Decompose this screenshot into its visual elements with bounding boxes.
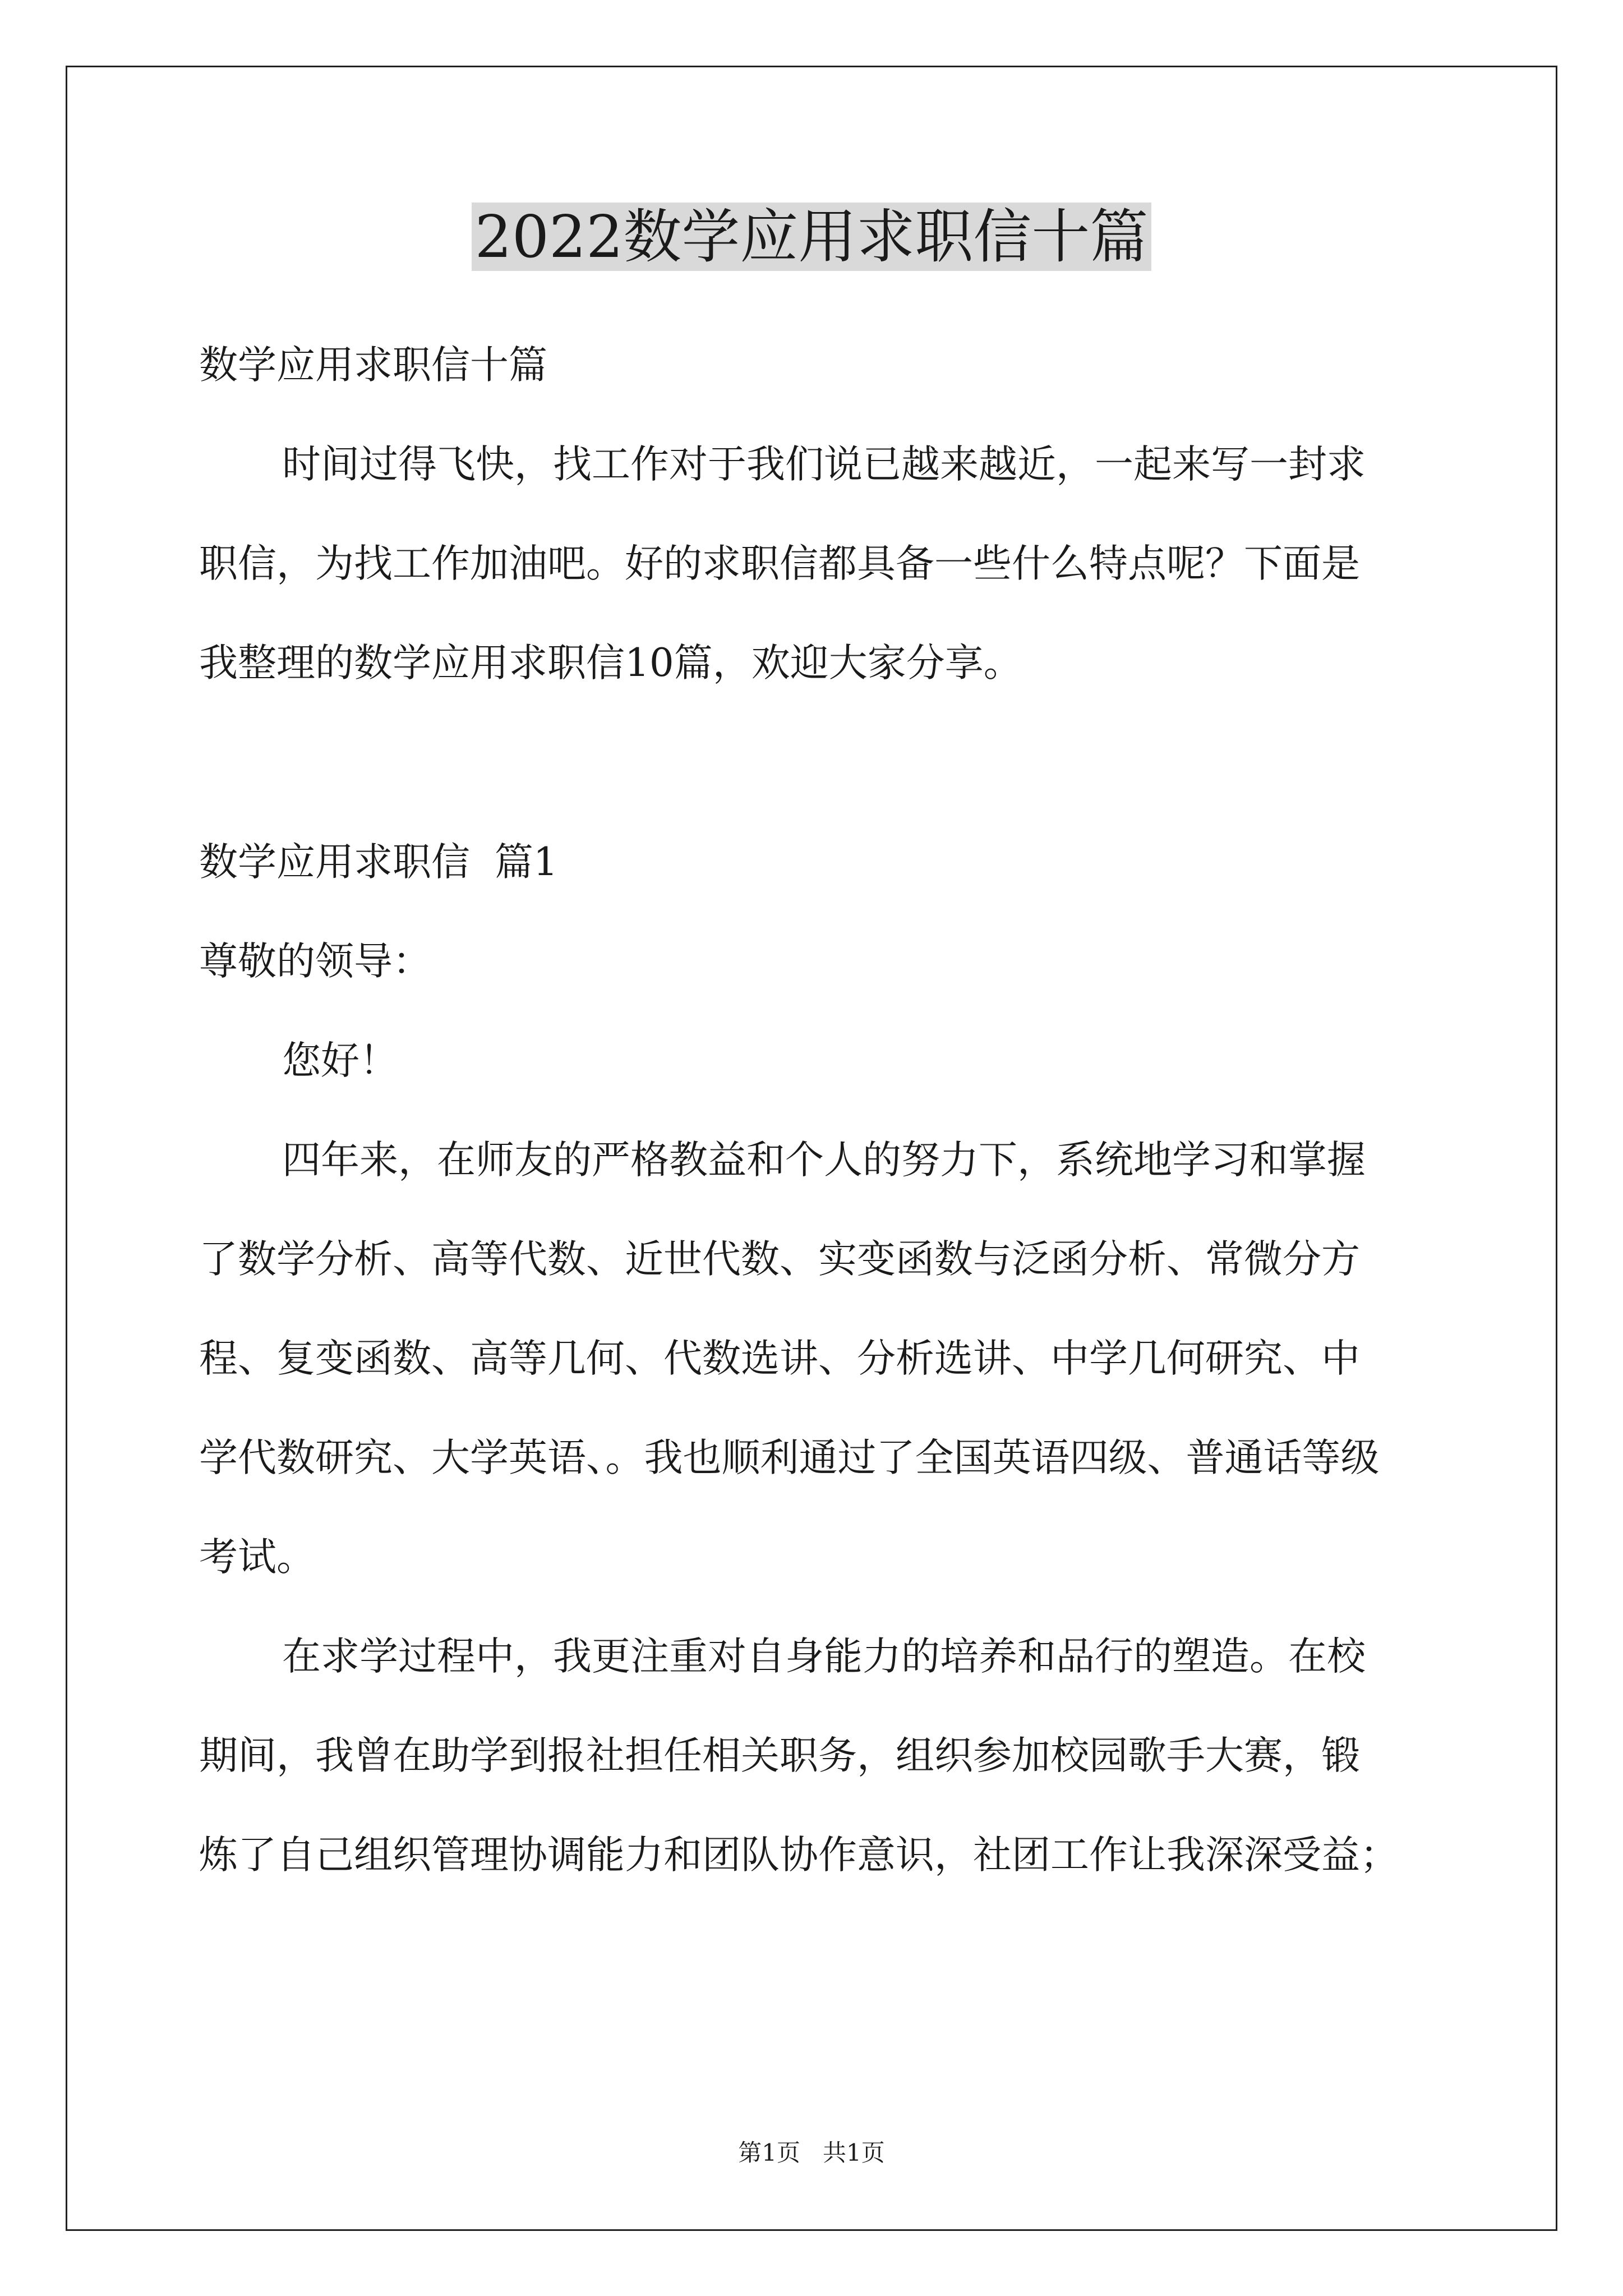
- document-body: [199, 316, 1433, 1905]
- paragraph-line: 四年来，在师友的严格教益和个人的努力下，系统地学习和掌握: [282, 1138, 1366, 1182]
- paragraph-line: 考试。: [199, 1535, 315, 1580]
- greeting: 您好！: [282, 1038, 398, 1083]
- intro-line: 时间过得飞快，找工作对于我们说已越来越近，一起来写一封求: [282, 442, 1366, 487]
- paragraph-line: 在求学过程中，我更注重对自身能力的培养和品行的塑造。在校: [282, 1634, 1366, 1679]
- paragraph-line: 期间，我曾在助学到报社担任相关职务，组织参加校园歌手大赛，锻: [199, 1733, 1360, 1778]
- document-title: [0, 197, 1623, 276]
- paragraph-line: 程、复变函数、高等几何、代数选讲、分析选讲、中学几何研究、中: [199, 1336, 1360, 1381]
- paragraph-line: 了数学分析、高等代数、近世代数、实变函数与泛函分析、常微分方: [199, 1237, 1360, 1282]
- spacer: [199, 713, 1433, 813]
- page-footer: 第1页 共1页: [738, 2139, 885, 2166]
- paragraph-line: 炼了自己组织管理协调能力和团队协作意识，社团工作让我深深受益；: [199, 1833, 1399, 1878]
- salutation: 尊敬的领导：: [199, 939, 431, 984]
- document-title-text: 2022数学应用求职信十篇: [472, 203, 1152, 271]
- section-heading: 数学应用求职信 篇1: [199, 840, 558, 885]
- intro-line: 职信，为找工作加油吧。好的求职信都具备一些什么特点呢？下面是: [199, 541, 1360, 586]
- intro-line: 我整理的数学应用求职信10篇，欢迎大家分享。: [199, 641, 1022, 685]
- paragraph-line: 学代数研究、大学英语、。我也顺利通过了全国英语四级、普通话等级: [199, 1435, 1380, 1480]
- subtitle: 数学应用求职信十篇: [199, 343, 547, 388]
